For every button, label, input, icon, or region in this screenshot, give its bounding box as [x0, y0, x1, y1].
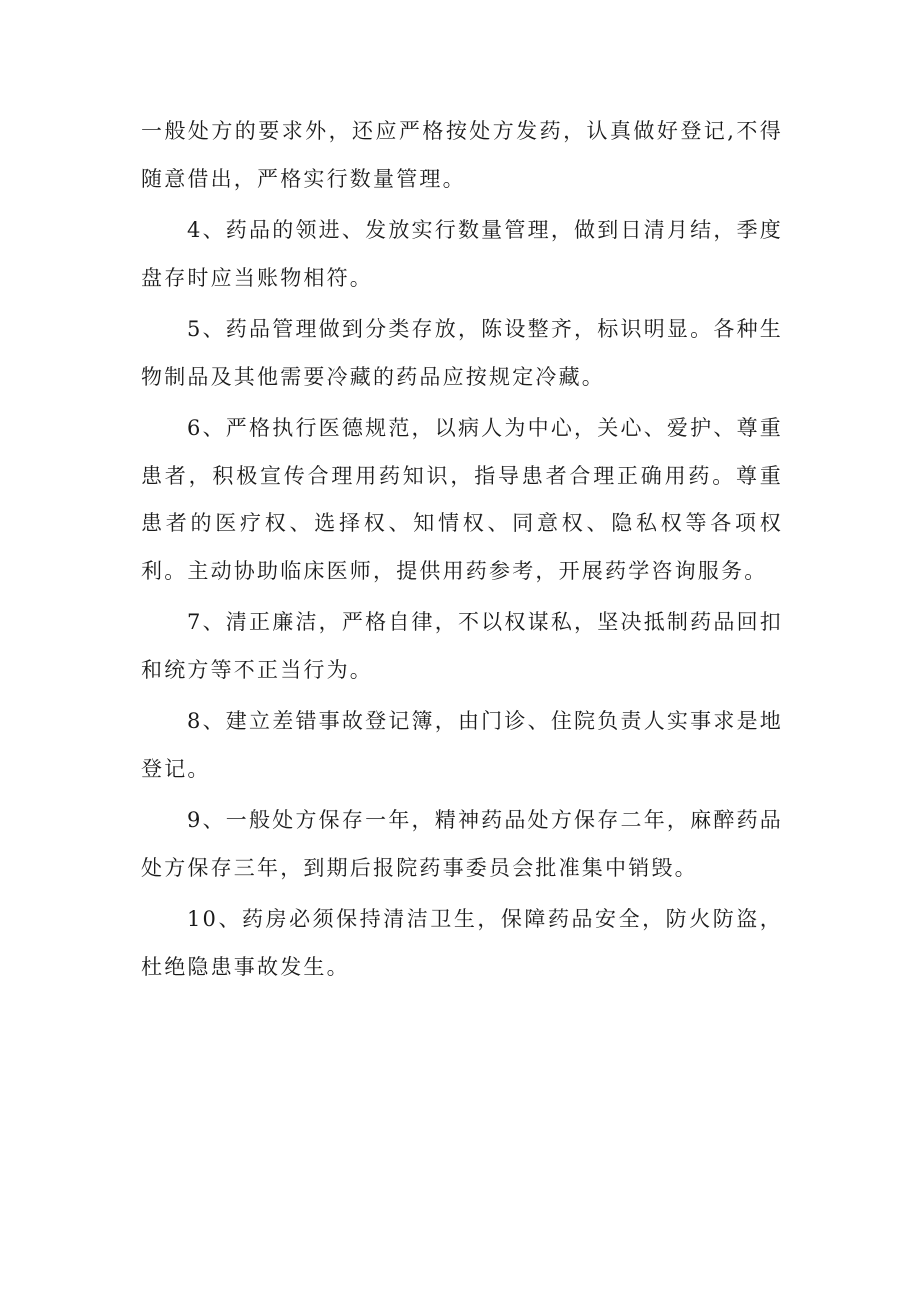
paragraph-item-6: 6、严格执行医德规范，以病人为中心，关心、爱护、尊重患者，积极宣传合理用药知识，指导患者合理正确用药。尊重患者的医疗权、选择权、知情权、同意权、隐私权等各项权利。主动协助临床医师，提供用药参考，开展药学咨询服务。: [141, 416, 783, 583]
paragraph-item-8: 8、建立差错事故登记簿，由门诊、住院负责人实事求是地登记。: [141, 709, 783, 781]
paragraph-continuation: 一般处方的要求外，还应严格按处方发药，认真做好登记,不得随意借出，严格实行数量管理。: [141, 119, 783, 191]
paragraph-item-7: 7、清正廉洁，严格自律，不以权谋私，坚决抵制药品回扣和统方等不正当行为。: [141, 610, 783, 682]
document-body: [141, 108, 783, 995]
paragraph-item-4: 4、药品的领进、发放实行数量管理，做到日清月结，季度盘存时应当账物相符。: [141, 218, 783, 290]
paragraph-item-10: 10、药房必须保持清洁卫生，保障药品安全，防火防盗，杜绝隐患事故发生。: [141, 907, 783, 979]
paragraph-item-9: 9、一般处方保存一年，精神药品处方保存二年，麻醉药品处方保存三年，到期后报院药事委员会批准集中销毁。: [141, 808, 783, 880]
paragraph-item-5: 5、药品管理做到分类存放，陈设整齐，标识明显。各种生物制品及其他需要冷藏的药品应按规定冷藏。: [141, 317, 783, 389]
